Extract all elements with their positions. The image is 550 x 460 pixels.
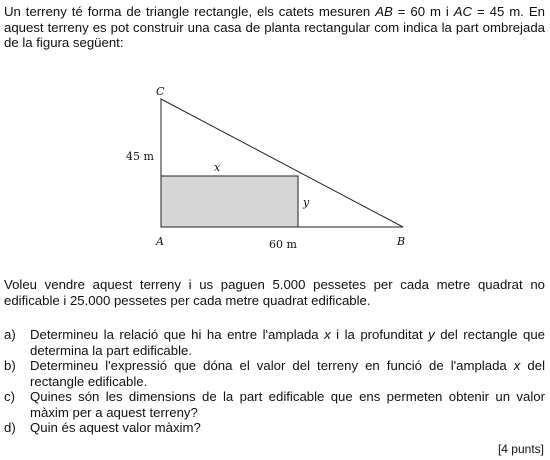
intro-text-3: = 45 m. En aquest terreny es pot construir una casa de planta rectangular com indica la part ombrejada de la figura següent: bbox=[4, 4, 545, 50]
question-letter: a) bbox=[4, 327, 16, 342]
question-text: Quines són les dimensions de la part edificable que ens permeten obtenir un valor màxim per a aquest terreny? bbox=[30, 389, 545, 420]
question-b bbox=[4, 358, 545, 389]
question-c bbox=[4, 389, 545, 420]
question-text: Quin és aquest valor màxim? bbox=[30, 420, 201, 435]
question-text: Determineu l'expressió que dóna el valor del terreny en funció de l'amplada x del rectangle edificable. bbox=[30, 358, 546, 389]
side-ac-length: 45 m bbox=[126, 150, 154, 163]
segment-ac-label: AC bbox=[453, 4, 473, 19]
segment-ab-label: AB bbox=[375, 4, 393, 19]
shaded-rectangle bbox=[161, 176, 298, 227]
vertex-a-label: A bbox=[156, 235, 164, 248]
question-letter: c) bbox=[4, 389, 15, 404]
question-a bbox=[4, 327, 545, 358]
question-text: Determineu la relació que hi ha entre l'amplada x i la profunditat y del rectangle que determina la part edificable. bbox=[30, 327, 545, 358]
sale-conditions: Voleu vendre aquest terreny i us paguen 5.000 pessetes per cada metre quadrat no edificable i 25.000 pessetes per cada metre quadrat edificable. bbox=[4, 277, 545, 308]
intro-text-1: Un terreny té forma de triangle rectangle, els catets mesuren bbox=[4, 4, 376, 19]
question-letter: d) bbox=[4, 420, 16, 435]
question-letter: b) bbox=[4, 358, 16, 373]
question-list bbox=[4, 327, 545, 436]
intro-text-2: = 60 m i bbox=[392, 4, 454, 19]
vertex-c-label: C bbox=[156, 85, 165, 98]
vertex-b-label: B bbox=[397, 235, 406, 248]
side-ab-length: 60 m bbox=[269, 238, 297, 251]
height-y-label: y bbox=[303, 196, 310, 209]
points-label: [4 punts] bbox=[497, 442, 544, 456]
width-x-label: x bbox=[214, 161, 221, 174]
question-d bbox=[4, 420, 545, 436]
